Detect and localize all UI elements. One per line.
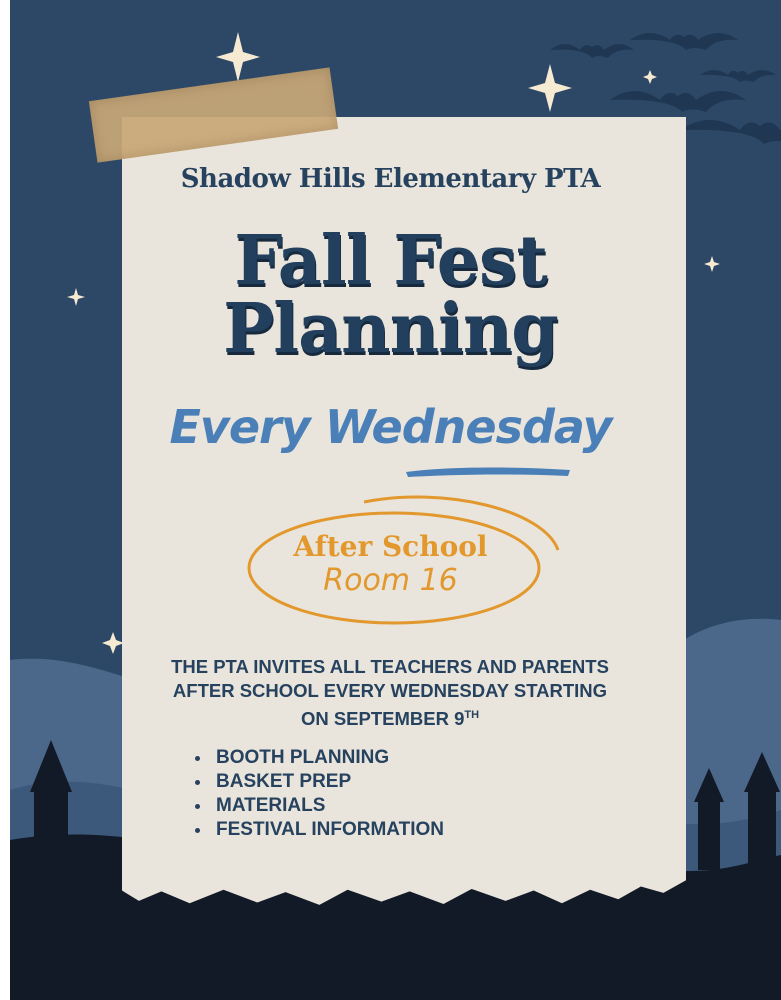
invitation-text xyxy=(140,655,640,731)
schedule-day: Every Wednesday xyxy=(169,400,612,454)
star-icon xyxy=(102,632,124,654)
list-item: • BOOTH PLANNING xyxy=(212,746,444,770)
invitation-line-1: THE PTA INVITES ALL TEACHERS AND PARENTS xyxy=(171,656,609,677)
ordinal-suffix: TH xyxy=(464,709,480,721)
organization-name: Shadow Hills Elementary PTA xyxy=(180,164,601,194)
title-line-1: Fall Fest xyxy=(234,221,547,301)
star-icon xyxy=(528,64,572,112)
meeting-room: Room 16 xyxy=(323,563,458,598)
star-icon xyxy=(216,32,260,82)
brush-underline xyxy=(404,464,574,480)
meeting-time: After School xyxy=(293,530,488,563)
title-line-2: Planning xyxy=(223,289,558,369)
agenda-list xyxy=(190,746,444,842)
star-icon xyxy=(643,70,657,84)
invitation-line-2: AFTER SCHOOL EVERY WEDNESDAY STARTING xyxy=(172,680,608,701)
list-item: • MATERIALS xyxy=(212,794,444,818)
list-item: • FESTIVAL INFORMATION xyxy=(212,818,444,842)
invitation-line-3: ON SEPTEMBER 9TH xyxy=(300,708,480,730)
list-item: • BASKET PREP xyxy=(212,770,444,794)
